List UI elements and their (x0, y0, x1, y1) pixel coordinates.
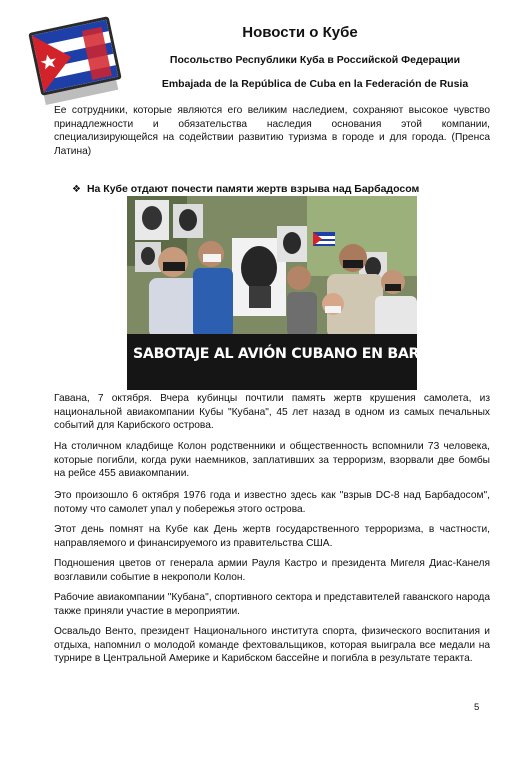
paragraph-5: Подношения цветов от генерала армии Рауля Кастро и президента Мигеля Диас-Канеля возглавили событие в некрополи Колон. (54, 558, 490, 583)
paragraph-6: Рабочие авиакомпании "Кубана", спортивного сектора и представителей гаванского народа также приняли участие в мероприятии. (54, 592, 490, 617)
article-headline (72, 183, 492, 195)
paragraph-3: Это произошло 6 октября 1976 года и известно здесь как "взрыв DC-8 над Барбадосом", потому что самолет упал у побережья этого острова. (54, 490, 490, 515)
headline-text: На Кубе отдают почести памяти жертв взрыва над Барбадосом (86, 183, 420, 195)
protest-banner (127, 334, 474, 390)
page-number: 5 (474, 702, 480, 713)
subtitle-russian: Посольство Республики Куба в Российской Федерации (169, 54, 461, 66)
paragraph-7: Освальдо Венто, президент Национального института спорта, физического воспитания и отдыха, напомнил о молодой команде фехтовальщиков, которая выиграла все медали на турнире в Центральной Америке и Карибском бассейне и погибла в результате теракта. (54, 626, 490, 664)
paragraph-2: На столичном кладбище Колон родственники и общественность вспомнили 73 человека, которые погибли, когда руки наемников, заплативших за терроризм, взорвали две бомбы на рейсе 455 авиакомпании. (54, 441, 490, 479)
paragraph-1: Гавана, 7 октября. Вчера кубинцы почтили память жертв крушения самолета, из национальной авиакомпании Кубы "Кубана", 45 лет назад в одном из самых печальных событий для Карибского острова. (54, 393, 490, 431)
banner-text: SABOTAJE AL AVIÓN CUBANO EN BARBADOS (133, 346, 474, 362)
paragraph-4: Этот день помнят на Кубе как День жертв государственного терроризма, в частности, направляемого и финансируемого из правительства США. (54, 524, 490, 549)
page-title: Новости о Кубе (242, 24, 358, 41)
subtitle-spanish: Embajada de la República de Cuba en la Federación de Rusia (161, 78, 469, 90)
news-photo (127, 196, 474, 390)
bullet-icon: ❖ (72, 184, 81, 195)
intro-paragraph: Ее сотрудники, которые являются его великим наследием, сохраняют высокое чувство принадлежности и обязательства наследия основания этой компании, специализирующейся на содействии развитию туризма в городе и для города. (Пренса Латина) (54, 105, 490, 157)
